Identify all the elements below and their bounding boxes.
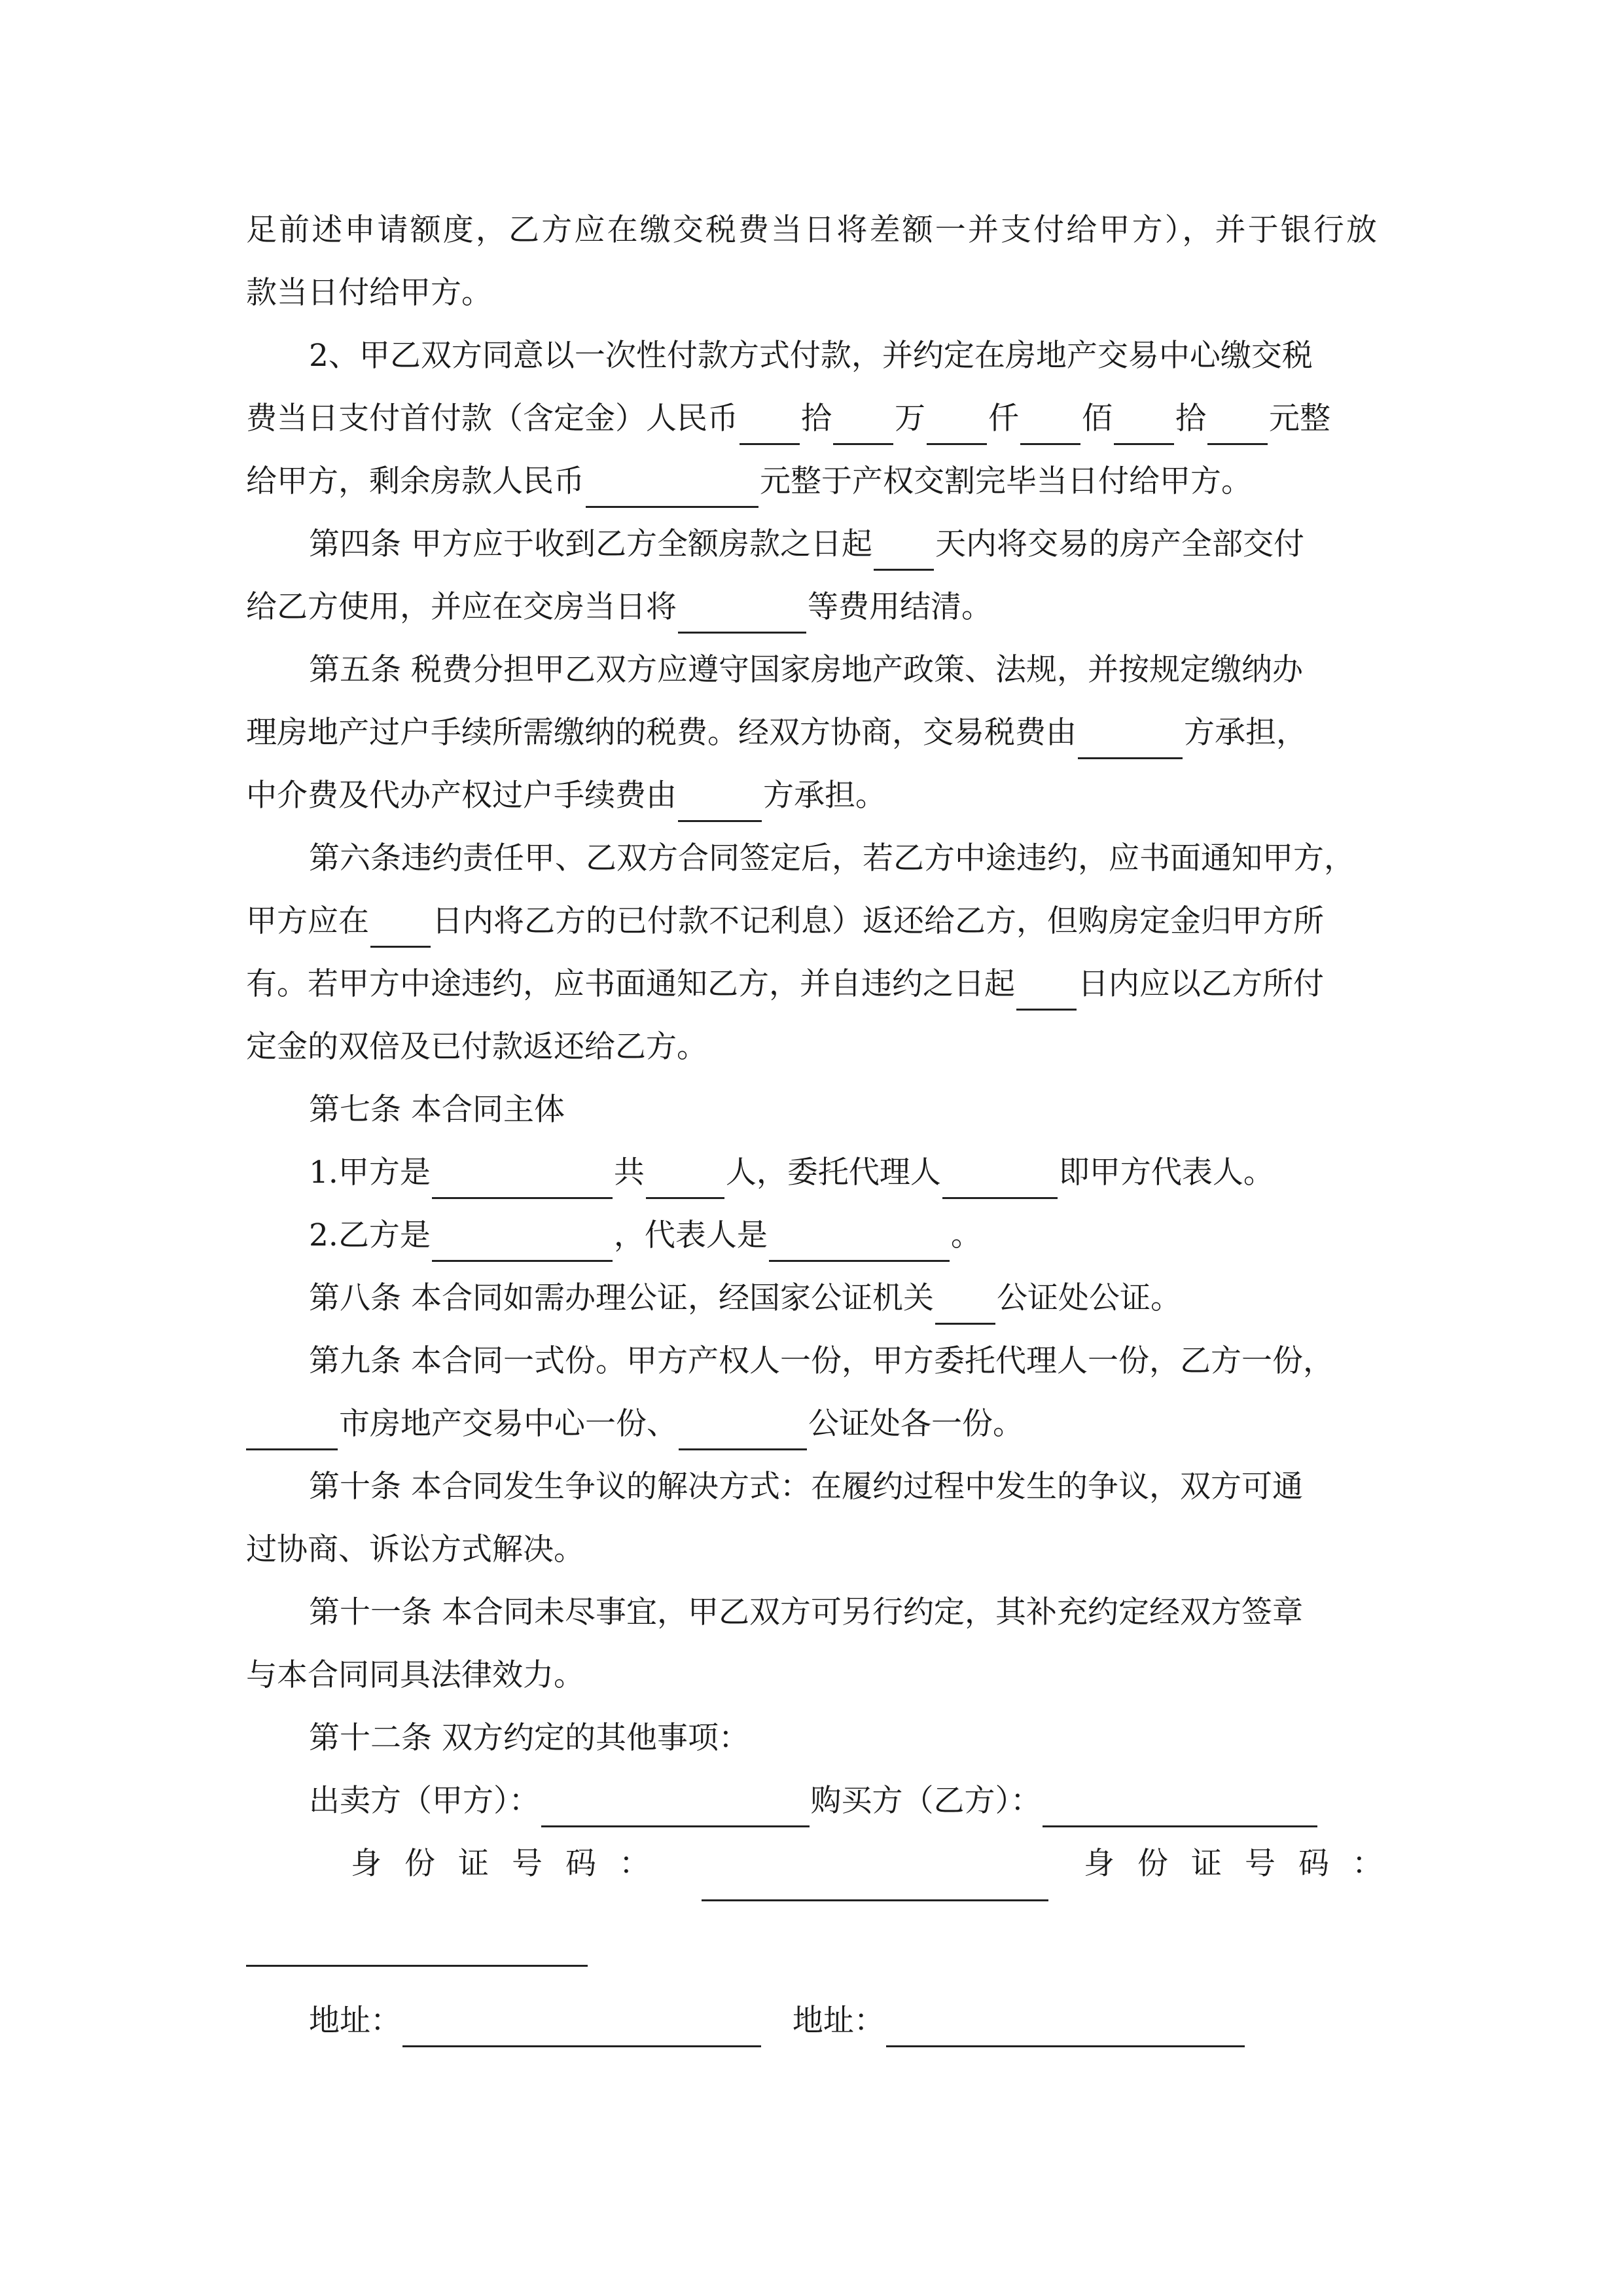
paragraph-line: [246, 456, 1252, 508]
blank-line: [1114, 404, 1174, 445]
paragraph-line: [309, 1210, 982, 1262]
text-segment: 。: [950, 1217, 982, 1253]
id-number-field-2[interactable]: [246, 1965, 588, 1967]
section-heading: 第七条 本合同主体: [309, 1092, 565, 1128]
address-line: [309, 1995, 1246, 2047]
paragraph-line: 过协商、诉讼方式解决。: [246, 1532, 584, 1568]
text-segment: 公证处公证。: [996, 1280, 1181, 1316]
buyer-label: 购买方（乙方）：: [810, 1783, 1041, 1819]
id-label-2: 身份证号码：: [1084, 1846, 1406, 1882]
blank-line: [678, 592, 806, 634]
address-field-1[interactable]: [402, 2006, 761, 2047]
text-segment: 元整: [1269, 401, 1330, 437]
blank-line: [1016, 969, 1077, 1011]
text-segment: 公证处各一份。: [808, 1406, 1024, 1442]
text-segment: 1.甲方是: [309, 1155, 431, 1191]
paragraph-line: 第十一条 本合同未尽事宜，甲乙双方可另行约定，其补充约定经双方签章: [309, 1594, 1303, 1630]
seller-label: 出卖方（甲方）：: [309, 1783, 540, 1819]
blank-line: [646, 1158, 724, 1199]
text-segment: 有。若甲方中途违约，应书面通知乙方，并自违约之日起: [246, 966, 1015, 1002]
text-segment: 拾: [801, 401, 832, 437]
id-label-1: 身份证号码：: [351, 1846, 673, 1882]
text-segment: 即甲方代表人。: [1058, 1155, 1274, 1191]
blank-line: [246, 1409, 338, 1450]
text-segment: 拾: [1175, 401, 1206, 437]
text-segment: 2.乙方是: [309, 1217, 431, 1253]
blank-line: [740, 404, 800, 445]
blank-line: [432, 1221, 613, 1262]
paragraph-line: 与本合同同具法律效力。: [246, 1657, 584, 1693]
paragraph-line: 第五条 税费分担甲乙双方应遵守国家房地产政策、法规，并按规定缴纳办: [309, 652, 1303, 688]
paragraph-line: 第六条违约责任甲、乙双方合同签定后，若乙方中途违约，应书面通知甲方，: [309, 840, 1355, 876]
text-segment: 中介费及代办产权过户手续费由: [246, 778, 677, 814]
blank-line: [942, 1158, 1058, 1199]
text-segment: ，代表人是: [613, 1217, 768, 1253]
signature-line: [309, 1775, 1319, 1827]
text-segment: 人，委托代理人: [725, 1155, 941, 1191]
paragraph-line: [246, 393, 1330, 445]
blank-line: [927, 404, 987, 445]
text-segment: 市房地产交易中心一份、: [339, 1406, 677, 1442]
blank-line: [833, 404, 893, 445]
text-segment: 等费用结清。: [808, 589, 992, 625]
text-segment: 方承担。: [763, 778, 886, 814]
paragraph-line: [246, 770, 886, 822]
blank-line: [769, 1221, 950, 1262]
text-segment: 方承担，: [1184, 715, 1307, 751]
paragraph-line: [309, 1147, 1274, 1199]
text-segment: 甲方应在: [246, 903, 369, 939]
paragraph-line: 第十条 本合同发生争议的解决方式：在履约过程中发生的争议，双方可通: [309, 1469, 1303, 1505]
text-segment: 天内将交易的房产全部交付: [935, 526, 1304, 562]
paragraph-line: 定金的双倍及已付款返还给乙方。: [246, 1029, 707, 1065]
text-segment: 元整于产权交割完毕当日付给甲方。: [760, 463, 1252, 499]
paragraph-line: [246, 1398, 1024, 1450]
address-label-2: 地址：: [792, 2003, 885, 2039]
paragraph-line: [246, 958, 1324, 1011]
blank-line: [679, 1409, 807, 1450]
paragraph-line: [246, 581, 992, 634]
text-segment: 理房地产过户手续所需缴纳的税费。经双方协商，交易税费由: [246, 715, 1077, 751]
blank-line: [1207, 404, 1268, 445]
paragraph-line: [246, 895, 1324, 948]
blank-line: [874, 529, 934, 571]
text-segment: 仟: [988, 401, 1019, 437]
paragraph-line: 第九条 本合同一式份。甲方产权人一份，甲方委托代理人一份，乙方一份，: [309, 1343, 1334, 1379]
paragraph-line: 足前述申请额度，乙方应在缴交税费当日将差额一并支付给甲方），并于银行放: [246, 212, 1377, 248]
text-segment: 共: [613, 1155, 645, 1191]
paragraph-line: [309, 518, 1304, 571]
seller-signature-field[interactable]: [541, 1786, 810, 1827]
blank-line: [678, 781, 762, 822]
blank-line: [586, 467, 758, 508]
paragraph-line: [246, 707, 1307, 759]
text-segment: 给乙方使用，并应在交房当日将: [246, 589, 677, 625]
text-segment: 给甲方，剩余房款人民币: [246, 463, 584, 499]
id-number-field-1[interactable]: [702, 1899, 1048, 1901]
text-segment: 万: [895, 401, 925, 437]
paragraph-line: [309, 1272, 1181, 1325]
text-segment: 日内将乙方的已付款不记利息）返还给乙方，但购房定金归甲方所: [432, 903, 1324, 939]
section-heading: 第十二条 双方约定的其他事项：: [309, 1720, 749, 1756]
text-segment: 第八条 本合同如需办理公证，经国家公证机关: [309, 1280, 934, 1316]
text-segment: 第四条 甲方应于收到乙方全额房款之日起: [309, 526, 872, 562]
blank-line: [1078, 718, 1183, 759]
text-segment: 日内应以乙方所付: [1078, 966, 1324, 1002]
blank-line: [935, 1283, 995, 1325]
address-label-1: 地址：: [309, 2003, 401, 2039]
blank-line: [432, 1158, 613, 1199]
paragraph-line: 2、甲乙双方同意以一次性付款方式付款，并约定在房地产交易中心缴交税: [309, 338, 1313, 374]
address-field-2[interactable]: [886, 2006, 1245, 2047]
text-segment: 佰: [1082, 401, 1113, 437]
text-segment: 费当日支付首付款（含定金）人民币: [246, 401, 738, 437]
paragraph-line: 款当日付给甲方。: [246, 275, 492, 311]
blank-line: [370, 906, 431, 948]
blank-line: [1020, 404, 1080, 445]
buyer-signature-field[interactable]: [1043, 1786, 1317, 1827]
